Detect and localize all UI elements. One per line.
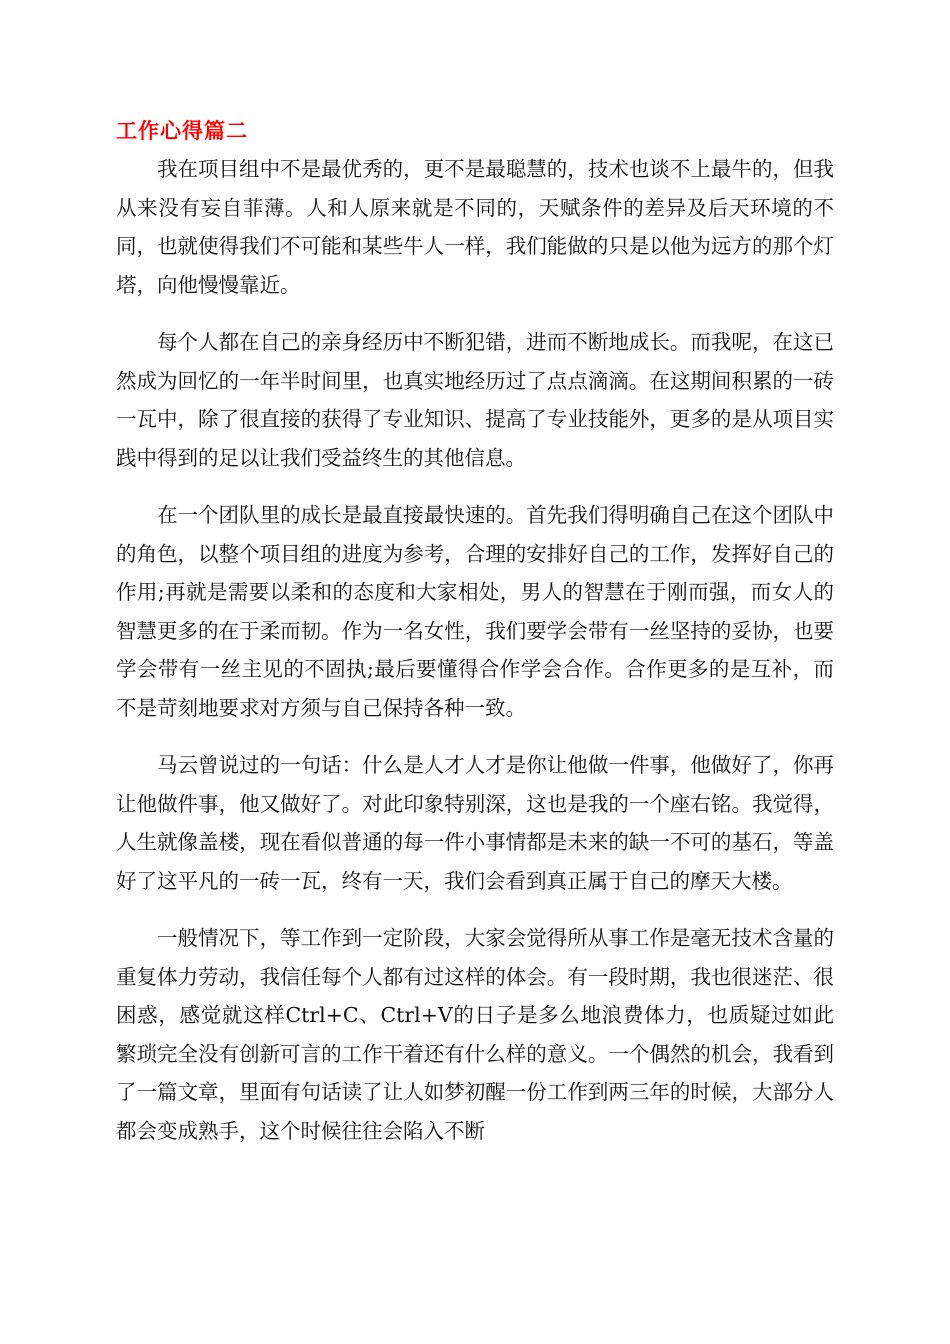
paragraph-3: 在一个团队里的成长是最直接最快速的。首先我们得明确自己在这个团队中的角色，以整个项目组的进度为参考，合理的安排好自己的工作，发挥好自己的作用;再就是需要以柔和的态度和大家相处，男人的智慧在于刚而强，而女人的智慧更多的在于柔而韧。作为一名女性，我们要学会带有一丝坚持的妥协，也要学会带有一丝主见的不固执;最后要懂得合作学会合作。合作更多的是互补，而不是苛刻地要求对方须与自己保持各种一致。 — [116, 503, 834, 720]
paragraph-4: 马云曾说过的一句话：什么是人才人才是你让他做一件事，他做好了，你再让他做件事，他又做好了。对此印象特别深，这也是我的一个座右铭。我觉得，人生就像盖楼，现在看似普通的每一件小事情都是未来的缺一不可的基石，等盖好了这平凡的一砖一瓦，终有一天，我们会看到真正属于自己的摩天大楼。 — [116, 753, 834, 893]
paragraph-2: 每个人都在自己的亲身经历中不断犯错，进而不断地成长。而我呢，在这已然成为回忆的一年半时间里，也真实地经历过了点点滴滴。在这期间积累的一砖一瓦中，除了很直接的获得了专业知识、提高了专业技能外，更多的是从项目实践中得到的足以让我们受益终生的其他信息。 — [116, 330, 834, 470]
paragraph-1: 我在项目组中不是最优秀的，更不是最聪慧的，技术也谈不上最牛的，但我从来没有妄自菲薄。人和人原来就是不同的，天赋条件的差异及后天环境的不同，也就使得我们不可能和某些牛人一样，我们能做的只是以他为远方的那个灯塔，向他慢慢靠近。 — [116, 157, 834, 297]
paragraph-5: 一般情况下，等工作到一定阶段，大家会觉得所从事工作是毫无技术含量的重复体力劳动，我信任每个人都有过这样的体会。有一段时期，我也很迷茫、很困惑，感觉就这样Ctrl+C、Ctrl+V的日子是多么地浪费体力，也质疑过如此繁琐完全没有创新可言的工作干着还有什么样的意义。一个偶然的机会，我看到了一篇文章，里面有句话读了让人如梦初醒一份工作到两三年的时候，大部分人都会变成熟手，这个时候往往会陷入不断 — [116, 926, 834, 1143]
document-content — [116, 112, 834, 1169]
document-title: 工作心得篇二 — [116, 119, 248, 143]
